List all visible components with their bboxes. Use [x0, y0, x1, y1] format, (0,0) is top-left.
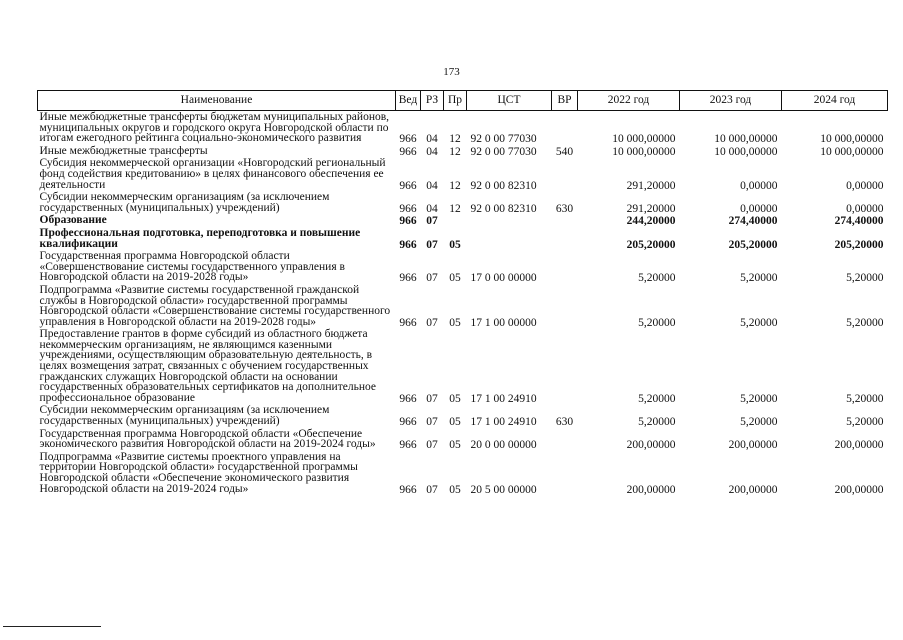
row-ved: 966	[399, 202, 417, 215]
row-cst: 17 0 00 00000	[470, 272, 537, 285]
row-value-2022: 205,20000	[626, 238, 676, 251]
row-value-2022: 10 000,00000	[612, 145, 676, 158]
row-value-2022: 5,20000	[638, 416, 676, 429]
row-vr	[552, 250, 578, 284]
row-vr: 630	[555, 416, 574, 429]
table-row	[38, 284, 888, 328]
row-value-2024: 5,20000	[846, 392, 884, 405]
row-vr	[552, 227, 578, 250]
table-row	[38, 227, 888, 250]
row-value-2024: 274,40000	[834, 215, 884, 228]
row-value-2022: 291,20000	[626, 179, 676, 192]
table-body	[38, 111, 888, 496]
header-vr: ВР	[552, 91, 578, 111]
row-ved: 966	[399, 272, 417, 285]
row-name: Подпрограмма «Развитие системы государственной гражданской службы в Новгородской области» государственной программы Новгородской области «Совершенствование системы государственного управления в Новгородской области на 2019-2028 годы»	[39, 283, 391, 328]
row-vr: 540	[555, 145, 574, 158]
row-cst: 20 0 00 00000	[470, 439, 537, 452]
row-vr	[552, 214, 578, 227]
row-cst: 17 1 00 24910	[470, 416, 537, 429]
row-vr: 630	[555, 202, 574, 215]
row-cst	[467, 214, 552, 227]
row-vr	[552, 157, 578, 191]
row-ved: 966	[399, 179, 417, 192]
row-ved: 966	[399, 483, 417, 496]
row-value-2023: 10 000,00000	[714, 145, 778, 158]
row-rz: 07	[426, 238, 438, 251]
row-name: Предоставление грантов в форме субсидий из областного бюджета некоммерческим организациям, не являющимся казенными учреждениями, осуществляющим образовательную деятельность, в целях возмещения затрат, связанных с обучением государственных гражданских служащих Новгородской области на основании государственных образовательных сертификатов на дополнительное профессиональное образование	[39, 328, 376, 404]
row-value-2024: 0,00000	[846, 179, 884, 192]
row-ved: 966	[399, 392, 417, 405]
row-pr: 05	[449, 272, 461, 285]
row-value-2024: 200,00000	[834, 439, 884, 452]
row-value-2024: 200,00000	[834, 483, 884, 496]
row-value-2023: 205,20000	[728, 238, 778, 251]
header-ved: Вед	[396, 91, 421, 111]
row-ved: 966	[399, 439, 417, 452]
row-pr	[444, 214, 467, 227]
row-value-2023: 200,00000	[728, 483, 778, 496]
row-value-2022: 5,20000	[638, 272, 676, 285]
table-row	[38, 428, 888, 451]
row-rz: 04	[426, 133, 438, 146]
row-vr	[552, 328, 578, 404]
row-rz: 07	[426, 215, 438, 228]
row-value-2023: 200,00000	[728, 439, 778, 452]
row-value-2022: 5,20000	[638, 392, 676, 405]
row-name: Субсидии некоммерческим организациям (за исключением государственных (муниципальных) учреждений)	[39, 404, 330, 428]
table-row	[38, 404, 888, 427]
row-name: Профессиональная подготовка, переподготовка и повышение квалификации	[39, 226, 361, 250]
row-vr	[552, 451, 578, 495]
row-value-2024: 5,20000	[846, 272, 884, 285]
row-rz: 04	[426, 179, 438, 192]
row-rz: 04	[426, 202, 438, 215]
row-pr: 12	[449, 179, 461, 192]
header-2023: 2023 год	[680, 91, 782, 111]
row-ved: 966	[399, 133, 417, 146]
header-pr: Пр	[444, 91, 467, 111]
row-rz: 07	[426, 416, 438, 429]
table-header	[38, 91, 888, 111]
row-rz: 07	[426, 316, 438, 329]
row-pr: 05	[449, 392, 461, 405]
row-value-2023: 10 000,00000	[714, 133, 778, 146]
table-row	[38, 157, 888, 191]
row-ved: 966	[399, 215, 417, 228]
row-value-2022: 5,20000	[638, 316, 676, 329]
header-cst: ЦСТ	[467, 91, 552, 111]
row-vr	[552, 428, 578, 451]
row-value-2024: 10 000,00000	[820, 145, 884, 158]
row-ved: 966	[399, 145, 417, 158]
row-pr: 12	[449, 133, 461, 146]
row-value-2023: 0,00000	[740, 179, 778, 192]
table-row	[38, 328, 888, 404]
header-2024: 2024 год	[782, 91, 888, 111]
row-value-2023: 274,40000	[728, 215, 778, 228]
row-pr: 05	[449, 238, 461, 251]
header-name: Наименование	[38, 91, 396, 111]
row-ved: 966	[399, 416, 417, 429]
row-rz: 07	[426, 439, 438, 452]
row-value-2024: 5,20000	[846, 316, 884, 329]
row-value-2023: 5,20000	[740, 416, 778, 429]
footer-divider	[3, 626, 101, 627]
row-cst: 92 0 00 82310	[470, 179, 537, 192]
row-vr	[552, 111, 578, 145]
table-row	[38, 250, 888, 284]
row-value-2022: 10 000,00000	[612, 133, 676, 146]
row-cst: 92 0 00 77030	[470, 145, 537, 158]
row-cst: 17 1 00 00000	[470, 316, 537, 329]
row-value-2023: 5,20000	[740, 316, 778, 329]
row-cst: 92 0 00 77030	[470, 133, 537, 146]
row-value-2024: 5,20000	[846, 416, 884, 429]
row-ved: 966	[399, 316, 417, 329]
row-value-2024: 205,20000	[834, 238, 884, 251]
row-rz: 07	[426, 272, 438, 285]
row-value-2023: 5,20000	[740, 392, 778, 405]
row-rz: 07	[426, 483, 438, 496]
header-rz: РЗ	[421, 91, 444, 111]
row-name: Иные межбюджетные трансферты	[39, 144, 208, 157]
table-row	[38, 145, 888, 158]
table-row	[38, 111, 888, 145]
row-name: Иные межбюджетные трансферты бюджетам муниципальных районов, муниципальных округов и городского округа Новгородской области по итогам ежегодного рейтинга социально-экономического развития	[39, 111, 390, 145]
row-pr: 05	[449, 483, 461, 496]
row-value-2022: 200,00000	[626, 483, 676, 496]
row-pr: 12	[449, 145, 461, 158]
row-name: Образование	[39, 214, 107, 227]
row-name: Субсидии некоммерческим организациям (за исключением государственных (муниципальных) учреждений)	[39, 191, 330, 214]
row-name: Субсидия некоммерческой организации «Новгородский региональный фонд содействия кредитованию» в целях финансового обеспечения ее деятельности	[39, 157, 386, 191]
row-value-2023: 0,00000	[740, 202, 778, 215]
row-cst: 20 5 00 00000	[470, 483, 537, 496]
row-cst: 92 0 00 82310	[470, 202, 537, 215]
row-pr: 05	[449, 439, 461, 452]
row-ved: 966	[399, 238, 417, 251]
row-name: Государственная программа Новгородской области «Обеспечение экономического развития Новгородской области на 2019-2024 годы»	[39, 427, 376, 451]
row-value-2022: 244,20000	[626, 215, 676, 228]
table-row	[38, 191, 888, 214]
row-value-2024: 10 000,00000	[820, 133, 884, 146]
budget-table	[37, 90, 888, 495]
page-number: 173	[443, 66, 460, 78]
row-value-2024: 0,00000	[846, 202, 884, 215]
header-2022: 2022 год	[578, 91, 680, 111]
row-cst: 17 1 00 24910	[470, 392, 537, 405]
row-name: Подпрограмма «Развитие системы проектного управления на территории Новгородской области» государственной программы Новгородской области «Обеспечение экономического развития Новгородской области на 2019-2024 годы»	[39, 450, 358, 495]
row-cst	[467, 227, 552, 250]
row-pr: 12	[449, 202, 461, 215]
row-vr	[552, 284, 578, 328]
row-pr: 05	[449, 316, 461, 329]
row-value-2022: 291,20000	[626, 202, 676, 215]
row-rz: 07	[426, 392, 438, 405]
table-row	[38, 214, 888, 227]
row-name: Государственная программа Новгородской области «Совершенствование системы государственного управления в Новгородской области на 2019-2028 годы»	[39, 250, 345, 284]
row-rz: 04	[426, 145, 438, 158]
row-pr: 05	[449, 416, 461, 429]
row-value-2022: 200,00000	[626, 439, 676, 452]
table-row	[38, 451, 888, 495]
row-value-2023: 5,20000	[740, 272, 778, 285]
